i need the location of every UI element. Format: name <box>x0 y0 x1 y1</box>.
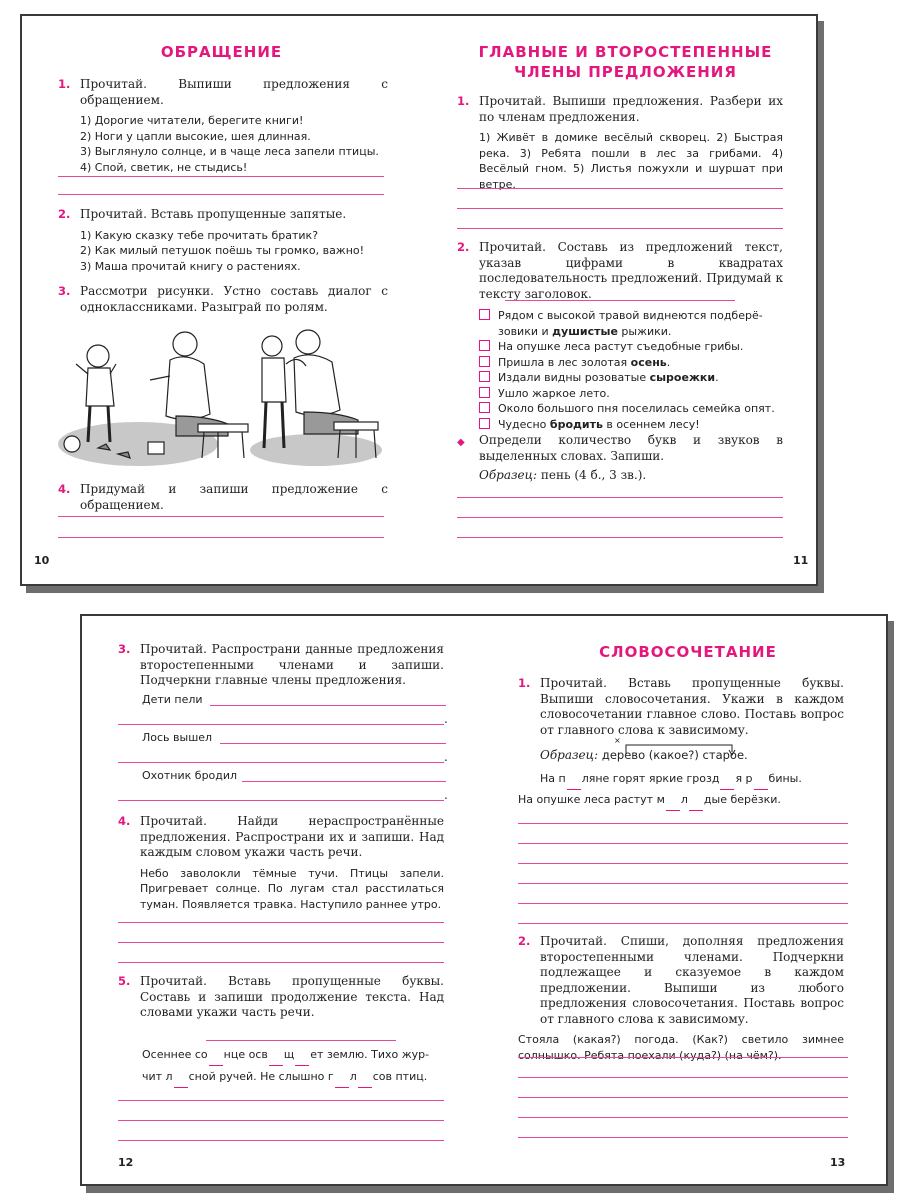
answer-line[interactable] <box>518 903 848 904</box>
answer-line[interactable] <box>58 537 384 538</box>
list-item: Ушло жаркое лето. <box>479 386 789 402</box>
answer-line[interactable] <box>118 724 444 725</box>
ordering-list <box>479 308 789 432</box>
main-word-cross-mark: × <box>614 736 621 745</box>
task-text: Прочитай. Выпиши предложения. Разбери их по членам предложения. <box>479 94 783 124</box>
example-text: дерево (какое?) старое. <box>601 748 748 762</box>
task-text: Прочитай. Выпиши предложения с обращением. <box>80 77 388 107</box>
letter-blank[interactable] <box>295 1049 309 1066</box>
answer-line[interactable] <box>518 923 848 924</box>
answer-line[interactable] <box>118 922 444 923</box>
task-text: Прочитай. Спиши, дополняя предложения второстепенными членами. Подчеркни подлежащее и сказуемое в каждом предложении. Выпиши из любого предложения словосочетания. Поставь вопрос от главного слова к зависимому. <box>540 934 844 1026</box>
answer-line[interactable] <box>518 863 848 864</box>
answer-line[interactable] <box>220 743 446 744</box>
task-2 <box>518 934 844 1063</box>
answer-line[interactable] <box>457 517 783 518</box>
order-checkbox[interactable] <box>479 371 490 382</box>
answer-line[interactable] <box>118 1100 444 1101</box>
list-item: Около большого пня поселилась семейка опят. <box>479 401 789 417</box>
list-item: Издали видны розоватые сыроежки. <box>479 370 789 386</box>
task-1 <box>58 77 388 175</box>
list-item: На опушке леса растут съедобные грибы. <box>479 339 789 355</box>
answer-line[interactable] <box>118 1140 444 1141</box>
page-number: 10 <box>34 554 50 567</box>
task-3 <box>58 284 388 315</box>
title-line: ЧЛЕНЫ ПРЕДЛОЖЕНИЯ <box>514 63 737 81</box>
task-2 <box>457 240 783 302</box>
task-number: 4. <box>118 814 131 828</box>
task-text: Прочитай. Составь из предложений текст, указав цифрами в квадратах последовательность предложений. Придумай к тексту заголовок. <box>479 240 783 301</box>
page-12 <box>82 616 486 1184</box>
page-13 <box>486 616 890 1184</box>
task-text: Определи количество букв и звуков в выделенных словах. Запиши. <box>479 433 783 463</box>
list-item: 3) Выглянуло солнце, и в чаще леса запели птицы. <box>80 145 379 158</box>
letter-blank[interactable] <box>209 1049 223 1066</box>
example <box>479 468 783 484</box>
letter-blank[interactable] <box>666 794 680 811</box>
task-number: 3. <box>118 642 131 656</box>
page-title: СЛОВОСОЧЕТАНИЕ <box>599 643 777 661</box>
line-end-period: . <box>444 750 448 764</box>
answer-line[interactable] <box>457 228 783 229</box>
answer-line[interactable] <box>457 537 783 538</box>
task-1 <box>518 676 844 738</box>
letter-blank[interactable] <box>754 773 768 790</box>
page-title: ОБРАЩЕНИЕ <box>160 43 283 61</box>
answer-line[interactable] <box>118 942 444 943</box>
answer-line[interactable] <box>210 705 446 706</box>
list-item: 3) Маша прочитай книгу о растениях. <box>80 259 301 273</box>
answer-line[interactable] <box>118 962 444 963</box>
answer-line[interactable] <box>518 823 848 824</box>
list-item: 4) Спой, светик, не стыдись! <box>80 160 248 174</box>
task-1 <box>457 94 783 192</box>
line-end-period: . <box>444 712 448 726</box>
task-text: Придумай и запиши предложение с обращением. <box>80 482 388 512</box>
list-item: 2) Как милый петушок поёшь ты громко, важно! <box>80 244 365 257</box>
letter-blank[interactable] <box>567 773 581 790</box>
scene-crying-boy-and-grandmother <box>58 332 248 466</box>
task-5 <box>118 974 444 1021</box>
answer-line[interactable] <box>242 781 446 782</box>
page-title <box>431 42 820 82</box>
answer-line[interactable] <box>457 497 783 498</box>
page-10 <box>22 16 421 584</box>
answer-line[interactable] <box>457 188 783 189</box>
example-label: Образец: <box>540 748 599 762</box>
task-3 <box>118 642 444 689</box>
task-text: Прочитай. Вставь пропущенные буквы. Выпиши словосочетания. Укажи в каждом словосочетании главное слово. Поставь вопрос от главного слова к зависимому. <box>540 676 844 737</box>
list-item: 1) Какую сказку тебе прочитать братик? <box>80 228 319 242</box>
task-text: Прочитай. Вставь пропущенные буквы. Составь и запиши продолжение текста. Над словами укажи часть речи. <box>140 974 444 1019</box>
answer-line[interactable] <box>518 883 848 884</box>
title-answer-line[interactable] <box>505 300 735 301</box>
letter-blank[interactable] <box>174 1071 188 1088</box>
list-item: Пришла в лес золотая осень. <box>479 355 789 371</box>
line-end-period: . <box>444 788 448 802</box>
task-number: 2. <box>518 934 531 948</box>
example-text: пень (4 б., 3 зв.). <box>540 468 647 482</box>
order-checkbox[interactable] <box>479 356 490 367</box>
task-number: 1. <box>58 77 71 91</box>
question-arrow-icon <box>620 742 740 756</box>
letter-blank[interactable] <box>269 1049 283 1066</box>
task-number: 4. <box>58 482 71 496</box>
task-body: Стояла (какая?) погода. (Как?) светило зимнее солнышко. Ребята поехали (куда?) (на чём?). <box>518 1033 844 1062</box>
task-text: Прочитай. Вставь пропущенные запятые. <box>80 207 347 221</box>
answer-line[interactable] <box>118 800 444 801</box>
prompt-text: Дети пели <box>142 693 203 706</box>
list-item: зовики и душистые рыжики. <box>498 324 672 338</box>
answer-line[interactable] <box>518 1057 848 1058</box>
task-text: Прочитай. Распространи данные предложения второстепенными членами и запиши. Подчеркни главные члены предложения. <box>140 642 444 687</box>
item-list <box>80 113 388 175</box>
prompt-text: Охотник бродил <box>142 769 238 782</box>
task-text: Рассмотри рисунки. Устно составь диалог с одноклассниками. Разыграй по ролям. <box>80 284 388 314</box>
exercise-line: На п ляне горят яркие грозд я р бины. <box>540 771 802 790</box>
order-checkbox[interactable] <box>479 418 490 429</box>
exercise-line: чит л сной ручей. Не слышно г л сов птиц. <box>142 1069 448 1088</box>
task-4 <box>58 482 388 513</box>
answer-line[interactable] <box>118 1120 444 1121</box>
title-line: ГЛАВНЫЕ И ВТОРОСТЕПЕННЫЕ <box>478 43 773 61</box>
exercise-line: На опушке леса растут м л дые берёзки. <box>518 792 781 811</box>
exercise-line: Осеннее со нце осв щ ет землю. Тихо жур- <box>142 1047 448 1066</box>
letter-blank[interactable] <box>689 794 703 811</box>
task-number: 2. <box>58 207 71 221</box>
order-checkbox[interactable] <box>479 387 490 398</box>
order-checkbox[interactable] <box>479 309 490 320</box>
answer-line[interactable] <box>58 176 384 177</box>
task-number: 1. <box>457 94 470 108</box>
answer-line[interactable] <box>58 194 384 195</box>
letter-blank[interactable] <box>335 1071 349 1088</box>
list-item: Чудесно бродить в осеннем лесу! <box>479 417 789 433</box>
task-2 <box>58 207 388 274</box>
answer-line[interactable] <box>518 1097 848 1098</box>
title-answer-line[interactable] <box>206 1040 396 1041</box>
task-body: Небо заволокли тёмные тучи. Птицы запели. Пригревает солнце. По лугам стал расстилаться туман. Появляется травка. Наступило раннее утро. <box>140 866 444 911</box>
task-4 <box>118 814 444 912</box>
scene-hugging-boy-and-grandmother <box>250 330 382 466</box>
order-checkbox[interactable] <box>479 402 490 413</box>
answer-line[interactable] <box>518 1117 848 1118</box>
item-list <box>80 228 388 275</box>
letter-blank[interactable] <box>358 1071 372 1088</box>
diamond-marker-icon: ◆ <box>457 437 465 448</box>
spread-pages-12-13 <box>80 614 888 1186</box>
answer-line[interactable] <box>58 516 384 517</box>
list-item: 2) Ноги у цапли высокие, шея длинная. <box>80 129 311 143</box>
example-label: Образец: <box>479 468 538 482</box>
illustration-dialog-scenes <box>58 324 392 472</box>
answer-line[interactable] <box>118 762 444 763</box>
list-item: 1) Дорогие читатели, берегите книги! <box>80 114 304 127</box>
task-number: 2. <box>457 240 470 254</box>
page-number: 11 <box>793 554 809 567</box>
task-number: 5. <box>118 974 131 988</box>
page-11 <box>421 16 820 584</box>
answer-line[interactable] <box>518 843 848 844</box>
task-number: 3. <box>58 284 71 298</box>
prompt-text: Лось вышел <box>142 731 213 744</box>
answer-line[interactable] <box>457 208 783 209</box>
page-number: 13 <box>830 1156 846 1169</box>
task-body: 1) Живёт в домике весёлый скворец. 2) Быстрая река. 3) Ребята пошли в лес за грибами. 4) Весёлый гном. 5) Листья пожухли и шуршат при ветре. <box>479 131 783 191</box>
order-checkbox[interactable] <box>479 340 490 351</box>
task-number: 1. <box>518 676 531 690</box>
letter-blank[interactable] <box>720 773 734 790</box>
list-item: Рядом с высокой травой виднеются подберё- <box>479 308 789 324</box>
spread-pages-10-11 <box>20 14 818 586</box>
answer-line[interactable] <box>518 1077 848 1078</box>
page-number: 12 <box>118 1156 134 1169</box>
task-3 <box>457 433 783 484</box>
answer-line[interactable] <box>518 1137 848 1138</box>
task-text: Прочитай. Найди нераспространённые предложения. Распространи их и запиши. Над каждым словом укажи часть речи. <box>140 814 444 859</box>
